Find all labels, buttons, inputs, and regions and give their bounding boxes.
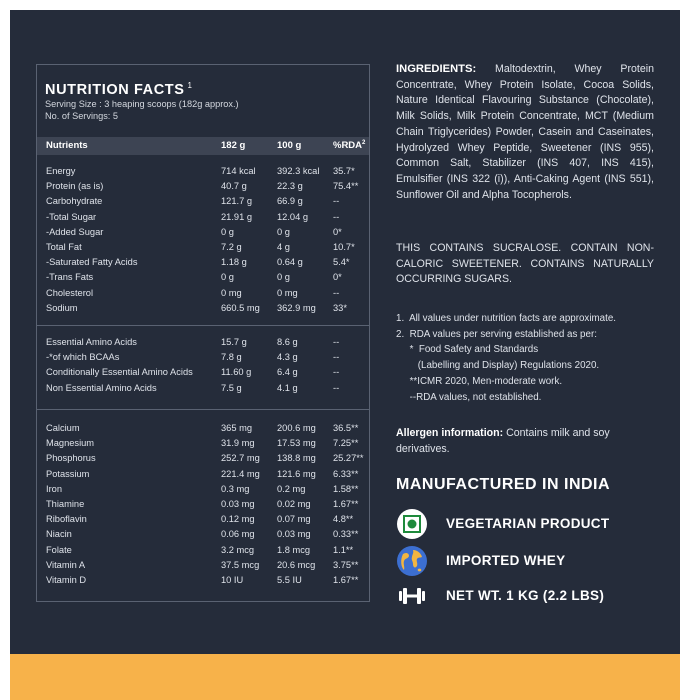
nutrient-name: Riboflavin [46,514,87,525]
table-row [37,242,369,257]
badge-label: NET WT. 1 KG (2.2 LBS) [446,588,605,603]
table-row [37,453,369,468]
table-divider [37,325,369,326]
value-rda: -- [333,367,340,378]
dumbbell-icon [396,580,428,612]
nutrient-name: Vitamin D [46,575,87,585]
value-182g: 10 IU [221,575,244,585]
allergen-label: Allergen information: [396,427,504,439]
value-rda: 10.7* [333,242,355,252]
table-row [37,257,369,272]
table-row [37,196,369,211]
value-182g: 0.03 mg [221,499,255,509]
value-rda: 0* [333,226,342,237]
value-182g: 1.18 g [221,257,247,268]
value-182g: 365 mg [221,423,253,433]
header-100g: 100 g [277,140,302,151]
table-row [37,288,369,303]
value-100g: 0.07 mg [277,514,311,525]
value-182g: 0 mg [221,287,242,298]
table-row [37,529,369,544]
value-100g: 4.3 g [277,352,298,363]
nutrient-name: Energy [46,166,76,176]
value-rda: 75.4** [333,181,359,192]
value-rda: 1.1** [333,544,354,555]
ingredients-block [396,62,654,203]
value-100g: 6.4 g [277,367,298,378]
header-182g: 182 g [221,140,246,151]
value-182g: 0 g [221,226,234,237]
nutrient-name: -Total Sugar [46,211,97,222]
nutrient-name: Magnesium [46,438,95,449]
table-row [37,560,369,575]
value-100g: 8.6 g [277,337,298,347]
header-rda [333,140,365,151]
nutrient-name: Conditionally Essential Amino Acids [46,367,193,378]
footnote-line: 2. RDA values per serving established as per: [396,328,597,340]
value-182g: 0 g [221,272,234,283]
value-100g: 0 mg [277,287,298,298]
value-100g: 200.6 mg [277,423,316,433]
value-rda: -- [333,287,340,298]
table-row [37,423,369,438]
value-182g: 121.7 g [221,196,253,207]
value-100g: 4 g [277,242,290,252]
value-rda: -- [333,196,340,207]
table-header [37,137,369,155]
table-divider [37,409,369,410]
nutrient-name: Phosphorus [46,453,96,464]
value-100g: 0.64 g [277,257,303,268]
servings-count: No. of Servings: 5 [45,111,119,121]
sucralose-notice: THIS CONTAINS SUCRALOSE. CONTAIN NON-CALORIC SWEETENER. CONTAINS NATURALLY OCCURRING SUGARS. [396,242,654,286]
value-182g: 660.5 mg [221,302,260,313]
value-rda: -- [333,352,340,363]
nutrient-name: Non Essential Amino Acids [46,382,157,393]
allergen-text: Contains milk and soy derivatives. [396,427,610,455]
ingredients-text: Maltodextrin, Whey Protein Concentrate, Whey Protein Isolate, Cocoa Solids, Nature Identical Flavouring Substance (Chocolate), Milk Solids, Milk Protein Concentrate, MCT (Medium Chain Triglycerides) Powder, Casein and Caseinates, Hydrolyzed Whey Peptide, Sweetener (INS 955), Common Salt, Stabilizer (INS 407, INS 415), Emulsifier (INS 322 (i)), Anti-Caking Agent (INS 551), Sunflower Oil and Alpha Tocopherols. [396,63,654,201]
value-100g: 392.3 kcal [277,166,320,176]
ingredients-label: INGREDIENTS: [396,63,477,75]
table-row [37,575,369,590]
table-row [37,545,369,560]
table-row [37,212,369,227]
value-182g: 15.7 g [221,337,247,347]
globe-icon [396,545,428,577]
value-182g: 7.8 g [221,352,242,363]
value-rda: 1.58** [333,483,359,494]
value-100g: 0.2 mg [277,483,306,494]
value-rda: 25.27** [333,453,364,464]
value-rda: 36.5** [333,423,359,433]
nutrient-name: Essential Amino Acids [46,337,137,347]
nutrition-title-footnote: 1 [187,81,193,90]
footnote-line: * Food Safety and Standards [396,344,539,356]
value-182g: 221.4 mg [221,468,260,479]
nutrient-name: -Saturated Fatty Acids [46,257,138,268]
table-row [37,484,369,499]
serving-size: Serving Size : 3 heaping scoops (182g approx.) [45,99,239,109]
value-rda: 0.33** [333,529,359,540]
value-rda: 1.67** [333,575,359,585]
value-rda: 5.4* [333,257,350,268]
header-nutrients: Nutrients [46,140,88,151]
badge-label: IMPORTED WHEY [446,553,566,568]
value-rda: 6.33** [333,468,359,479]
footnote-line: **ICMR 2020, Men-moderate work. [396,375,563,387]
table-row [37,227,369,242]
value-100g: 1.8 mcg [277,544,311,555]
value-rda: -- [333,382,340,393]
value-100g: 362.9 mg [277,302,316,313]
veg-mark-icon [396,508,428,540]
value-182g: 21.91 g [221,211,253,222]
value-100g: 66.9 g [277,196,303,207]
nutrient-name: Total Fat [46,242,82,252]
value-100g: 4.1 g [277,382,298,393]
nutrient-name: Protein (as is) [46,181,104,192]
nutrient-name: Folate [46,544,72,555]
value-100g: 0.02 mg [277,499,311,509]
table-row [37,499,369,514]
value-100g: 121.6 mg [277,468,316,479]
value-rda: 33* [333,302,347,313]
nutrient-name: Potassium [46,468,90,479]
value-rda: 4.8** [333,514,354,525]
nutrient-name: Niacin [46,529,72,540]
value-100g: 22.3 g [277,181,303,192]
nutrient-name: Sodium [46,302,78,313]
table-row [37,469,369,484]
value-rda: 3.75** [333,559,359,570]
footnote-line: (Labelling and Display) Regulations 2020. [396,360,600,372]
value-100g: 0.03 mg [277,529,311,540]
table-row [37,272,369,287]
table-row [37,352,369,367]
value-rda: 0* [333,272,342,283]
value-182g: 0.3 mg [221,483,250,494]
value-182g: 7.2 g [221,242,242,252]
value-182g: 3.2 mcg [221,544,255,555]
badge-label: VEGETARIAN PRODUCT [446,516,610,531]
nutrient-name: Cholesterol [46,287,94,298]
table-row [37,181,369,196]
value-rda: -- [333,337,340,347]
table-row [37,303,369,318]
table-row [37,383,369,398]
table-row [37,166,369,181]
nutrition-facts-table [36,64,370,602]
footnotes [396,311,654,405]
table-row [37,438,369,453]
table-row [37,367,369,382]
value-182g: 0.06 mg [221,529,255,540]
value-182g: 11.60 g [221,367,252,378]
value-100g: 12.04 g [277,211,309,222]
table-row [37,514,369,529]
nutrient-name: Carbohydrate [46,196,103,207]
accent-strip [10,654,680,700]
nutrient-name: Thiamine [46,499,85,509]
value-rda: 35.7* [333,166,355,176]
value-100g: 20.6 mcg [277,559,316,570]
value-182g: 0.12 mg [221,514,255,525]
value-100g: 17.53 mg [277,438,316,449]
nutrient-name: -*of which BCAAs [46,352,120,363]
nutrition-title-text: NUTRITION FACTS [45,82,185,98]
value-182g: 31.9 mg [221,438,255,449]
value-rda: 1.67** [333,499,359,509]
nutrient-name: Calcium [46,423,80,433]
value-100g: 0 g [277,272,290,283]
table-row [37,337,369,352]
nutrient-name: -Added Sugar [46,226,104,237]
nutrition-title [45,81,193,98]
value-182g: 252.7 mg [221,453,260,464]
manufactured-heading: MANUFACTURED IN INDIA [396,476,611,493]
value-rda: -- [333,211,340,222]
header-rda-text: %RDA [333,140,363,152]
nutrient-name: Vitamin A [46,559,86,570]
header-rda-footnote: 2 [362,140,366,146]
value-182g: 37.5 mcg [221,559,260,570]
value-rda: 7.25** [333,438,359,449]
nutrient-name: Iron [46,483,63,494]
allergen-info [396,426,654,457]
footnote-line: 1. All values under nutrition facts are approximate. [396,313,617,324]
value-100g: 138.8 mg [277,453,316,464]
value-182g: 40.7 g [221,181,247,192]
value-100g: 0 g [277,226,290,237]
value-182g: 7.5 g [221,382,242,393]
value-100g: 5.5 IU [277,575,302,585]
footnote-line: --RDA values, not established. [396,391,542,403]
nutrient-name: -Trans Fats [46,272,94,283]
value-182g: 714 kcal [221,166,256,176]
